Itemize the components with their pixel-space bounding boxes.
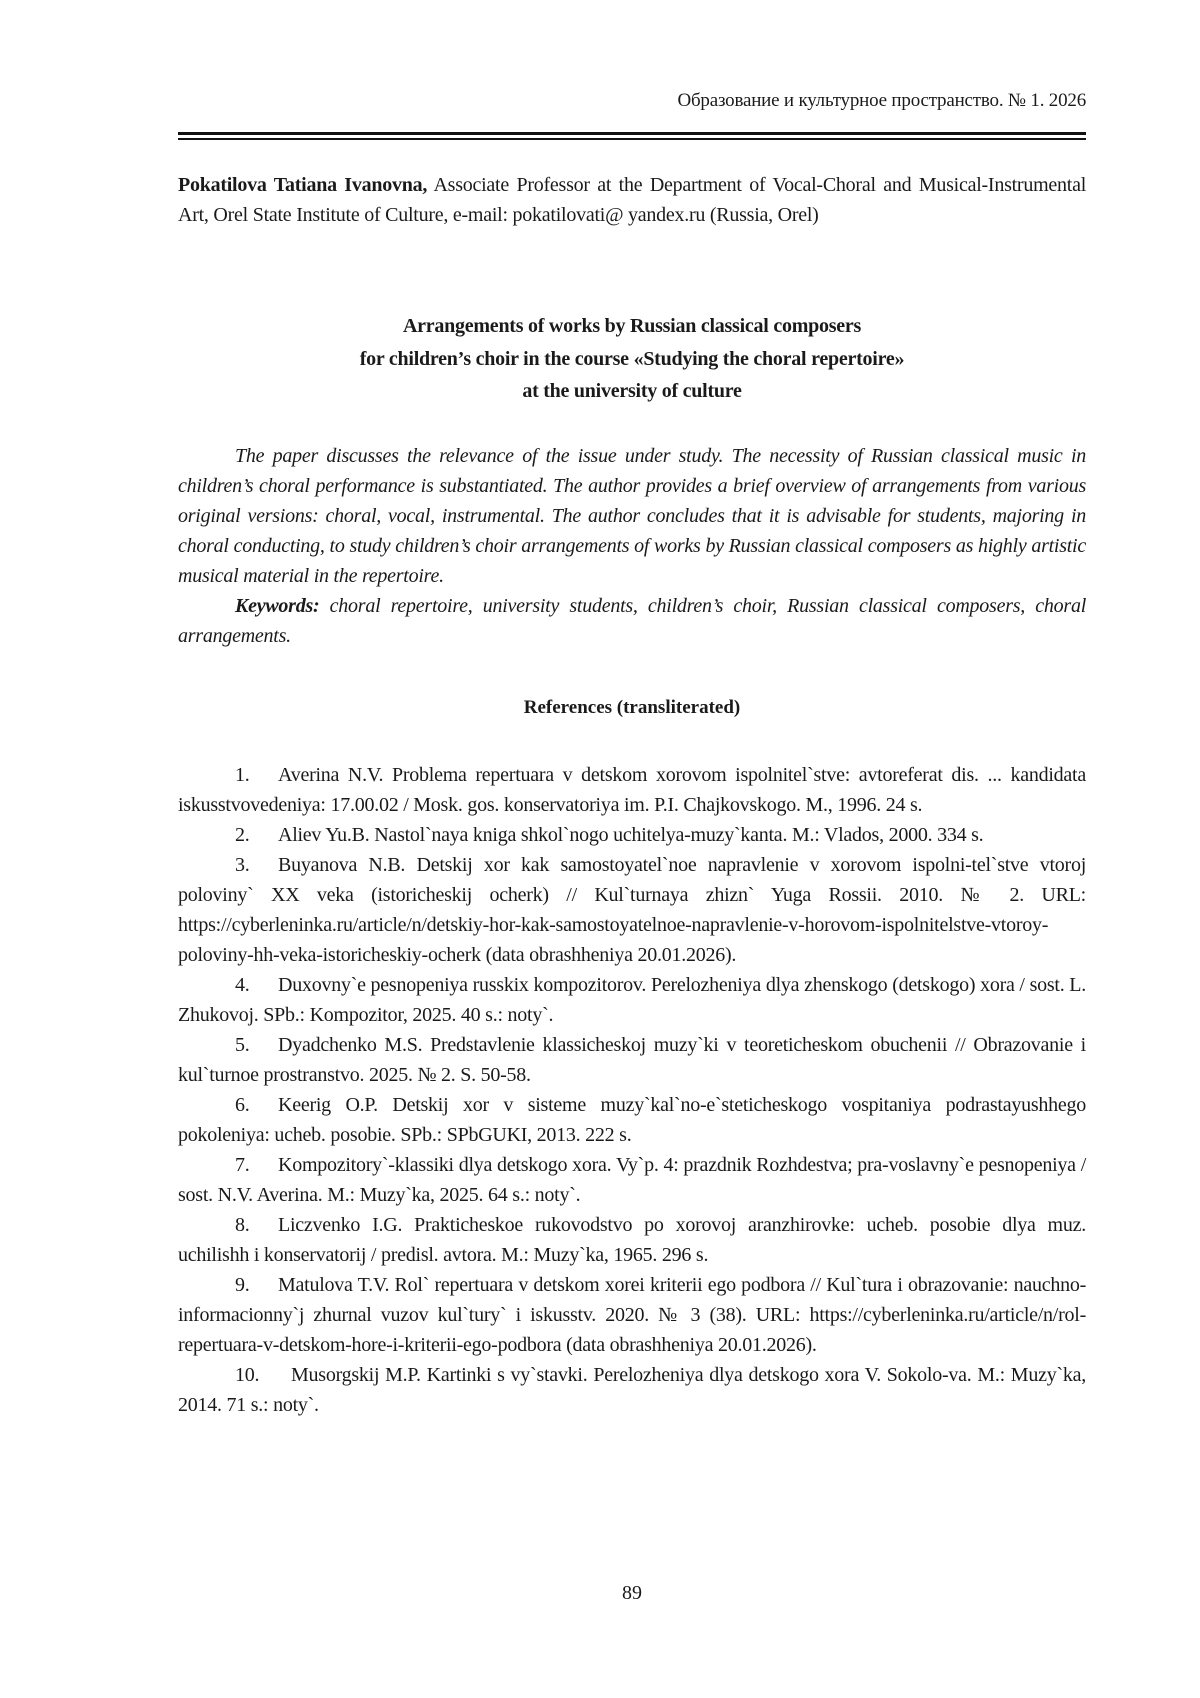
reference-item bbox=[178, 1270, 1086, 1360]
reference-item bbox=[178, 1030, 1086, 1090]
title-line: at the university of culture bbox=[522, 380, 742, 402]
reference-item bbox=[178, 1150, 1086, 1210]
author-info bbox=[178, 170, 1086, 230]
running-header: Образование и культурное пространство. № 1. 2026 bbox=[677, 90, 1086, 111]
reference-text: Dyadchenko M.S. Predstavlenie klassicheskoj muzy`ki v teoreticheskom obuchenii // Obrazovanie i kul`turnoe prostranstvo. 2025. № 2. S. 50-58. bbox=[178, 1034, 1086, 1086]
reference-text: Aliev Yu.B. Nastol`naya kniga shkol`nogo uchitelya-muzy`kanta. M.: Vlados, 2000. 334 s. bbox=[278, 824, 984, 846]
reference-text: Keerig O.P. Detskij xor v sisteme muzy`kal`no-e`steticheskogo vospitaniya podrastayushhego pokoleniya: ucheb. posobie. SPb.: SPbGUKI, 2013. 222 s. bbox=[178, 1094, 1086, 1146]
reference-item bbox=[178, 970, 1086, 1030]
reference-text: Musorgskij M.P. Kartinki s vy`stavki. Perelozheniya dlya detskogo xora V. Sokolo-va. M.: Muzy`ka, 2014. 71 s.: noty`. bbox=[178, 1364, 1086, 1416]
reference-number: 8. bbox=[235, 1214, 250, 1236]
reference-number: 10. bbox=[235, 1364, 260, 1386]
reference-text: Averina N.V. Problema repertuara v detskom xorovom ispolnitel`stve: avtoreferat dis. ... kandidata iskusstvovedeniya: 17.00.02 / Mosk. gos. konservatoriya im. P.I. Chajkovskogo. M., 1996. 24 s. bbox=[178, 764, 1086, 816]
reference-text: Liczvenko I.G. Prakticheskoe rukovodstvo po xorovoj aranzhirovke: ucheb. posobie dlya muz. uchilishh i konservatorij / predisl. avtora. M.: Muzy`ka, 1965. 296 s. bbox=[178, 1214, 1086, 1266]
header-rule bbox=[178, 132, 1086, 135]
reference-number: 1. bbox=[235, 764, 250, 786]
abstract bbox=[178, 441, 1086, 651]
reference-number: 9. bbox=[235, 1274, 250, 1296]
reference-number: 7. bbox=[235, 1154, 250, 1176]
reference-text: Buyanova N.B. Detskij xor kak samostoyatel`noe napravlenie v xorovom ispolni-tel`stve vtoroj poloviny` XX veka (istoricheskij ocherk) // Kul`turnaya zhizn` Yuga Rossii. 2010. № 2. URL: https://cyberleninka.ru/article/n/detskiy-hor-kak-samostoyatelnoe-napravlenie-v-horovom-ispolnitelstve-vtoroy-poloviny-hh-veka-istoricheskiy-ocherk (data obrashheniya 20.01.2026). bbox=[178, 854, 1086, 966]
header-rule-thin bbox=[178, 138, 1086, 140]
reference-number: 5. bbox=[235, 1034, 250, 1056]
reference-item bbox=[178, 1090, 1086, 1150]
reference-number: 2. bbox=[235, 824, 250, 846]
keywords bbox=[178, 591, 1086, 651]
reference-number: 6. bbox=[235, 1094, 250, 1116]
keywords-label: Keywords: bbox=[235, 595, 320, 617]
reference-number: 3. bbox=[235, 854, 250, 876]
reference-text: Kompozitory`-klassiki dlya detskogo xora. Vy`p. 4: prazdnik Rozhdestva; pra-voslavny`e pesnopeniya / sost. N.V. Averina. M.: Muzy`ka, 2025. 64 s.: noty`. bbox=[178, 1154, 1086, 1206]
references-heading: References (transliterated) bbox=[523, 697, 741, 718]
article-title bbox=[178, 310, 1086, 408]
reference-item bbox=[178, 760, 1086, 820]
reference-item bbox=[178, 1210, 1086, 1270]
references-list bbox=[178, 760, 1086, 1420]
reference-item bbox=[178, 850, 1086, 970]
page-number: 89 bbox=[622, 1582, 642, 1604]
title-line: Arrangements of works by Russian classical composers bbox=[402, 315, 862, 337]
abstract-text: The paper discusses the relevance of the issue under study. The necessity of Russian classical music in children’s choral performance is substantiated. The author provides a brief overview of arrangements from various original versions: choral, vocal, instrumental. The author concludes that it is advisable for students, majoring in choral conducting, to study children’s choir arrangements of works by Russian classical composers as highly artistic musical material in the repertoire. bbox=[178, 445, 1086, 587]
author-affiliation: Associate Professor at the Department of Vocal-Choral and Musical-Instrumental Art, Orel State Institute of Culture, e-mail: pokatilovati@ yandex.ru (Russia, Orel) bbox=[178, 174, 1087, 226]
reference-item bbox=[178, 820, 1086, 850]
keywords-text: choral repertoire, university students, children’s choir, Russian classical composers, choral arrangements. bbox=[178, 595, 1086, 647]
title-line: for children’s choir in the course «Studying the choral repertoire» bbox=[359, 347, 905, 370]
reference-number: 4. bbox=[235, 974, 250, 996]
reference-text: Matulova T.V. Rol` repertuara v detskom xorei kriterii ego podbora // Kul`tura i obrazovanie: nauchno-informacionny`j zhurnal vuzov kul`tury` i iskusstv. 2020. № 3 (38). URL: https://cyberleninka.ru/article/n/rol-repertuara-v-detskom-hore-i-kriterii-ego-podbora (data obrashheniya 20.01.2026). bbox=[178, 1274, 1086, 1356]
reference-text: Duxovny`e pesnopeniya russkix kompozitorov. Perelozheniya dlya zhenskogo (detskogo) xora / sost. L. Zhukovoj. SPb.: Kompozitor, 2025. 40 s.: noty`. bbox=[178, 974, 1086, 1026]
author-name: Pokatilova Tatiana Ivanovna, bbox=[178, 174, 428, 196]
reference-item bbox=[178, 1360, 1086, 1420]
